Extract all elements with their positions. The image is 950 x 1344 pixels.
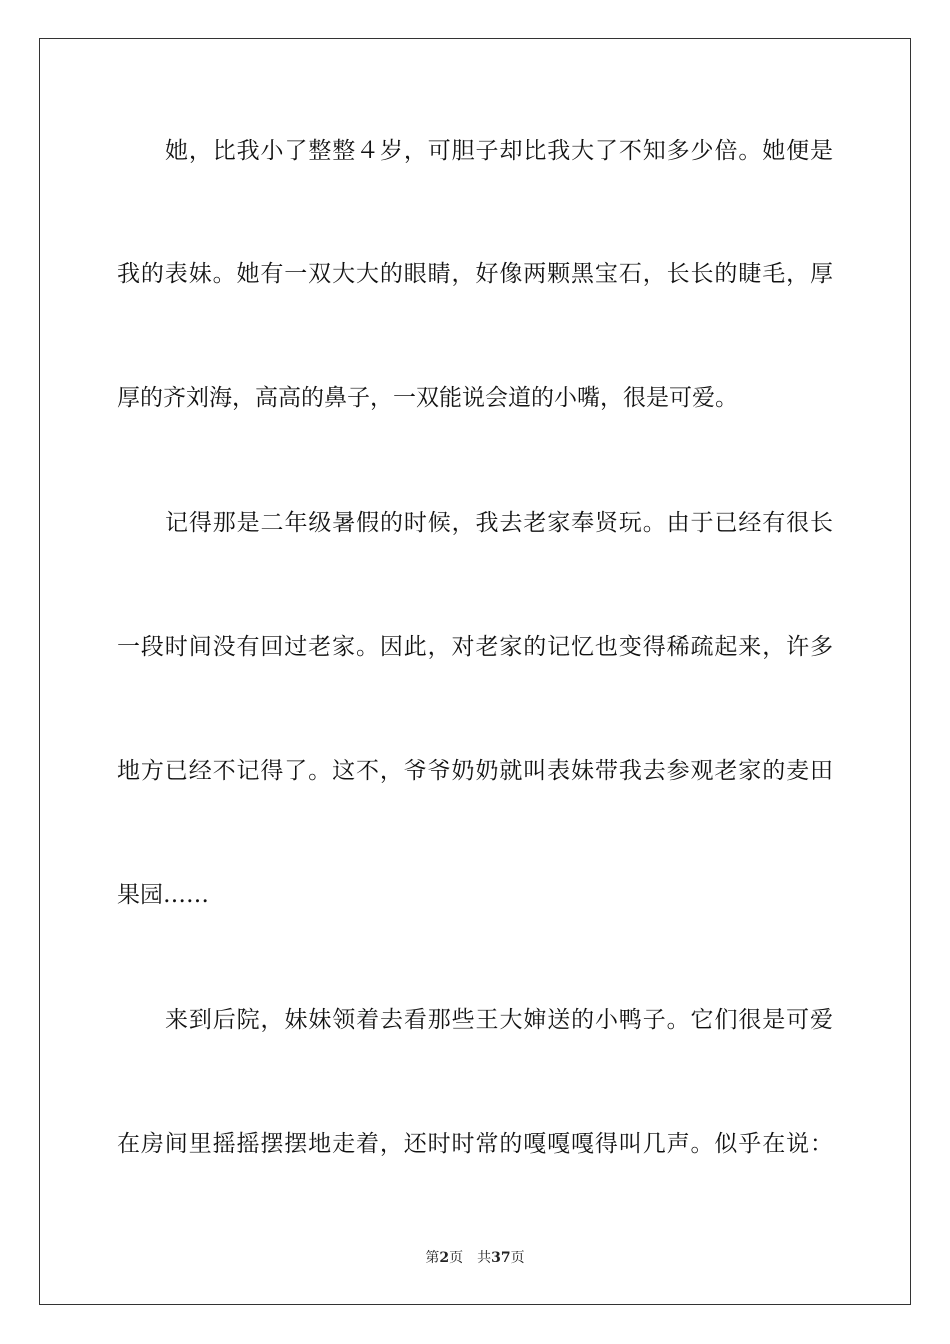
text-line-5: 一段时间没有回过老家。因此，对老家的记忆也变得稀疏起来，许多 bbox=[117, 634, 833, 660]
total-suffix: 页 bbox=[510, 1250, 525, 1266]
page-suffix: 页 bbox=[449, 1250, 464, 1266]
total-prefix: 共 bbox=[477, 1250, 492, 1266]
page-footer bbox=[0, 1247, 950, 1267]
text-line-3: 厚的齐刘海，高高的鼻子，一双能说会道的小嘴，很是可爱。 bbox=[117, 385, 738, 411]
page-number: 2 bbox=[439, 1250, 450, 1266]
text-line-1: 她，比我小了整整４岁，可胆子却比我大了不知多少倍。她便是 bbox=[165, 138, 833, 164]
text-line-4: 记得那是二年级暑假的时候，我去老家奉贤玩。由于已经有很长 bbox=[165, 510, 833, 536]
text-line-8: 来到后院，妹妹领着去看那些王大婶送的小鸭子。它们很是可爱 bbox=[165, 1007, 833, 1033]
page-prefix: 第 bbox=[425, 1250, 440, 1266]
page-border bbox=[39, 38, 911, 1305]
text-line-7: 果园…… bbox=[117, 882, 209, 908]
text-line-2: 我的表妹。她有一双大大的眼睛，好像两颗黑宝石，长长的睫毛，厚 bbox=[117, 261, 833, 287]
text-line-9: 在房间里摇摇摆摆地走着，还时时常的嘎嘎嘎得叫几声。似乎在说： bbox=[117, 1131, 833, 1157]
text-line-6: 地方已经不记得了。这不，爷爷奶奶就叫表妹带我去参观老家的麦田 bbox=[117, 758, 833, 784]
total-pages: 37 bbox=[491, 1250, 511, 1266]
